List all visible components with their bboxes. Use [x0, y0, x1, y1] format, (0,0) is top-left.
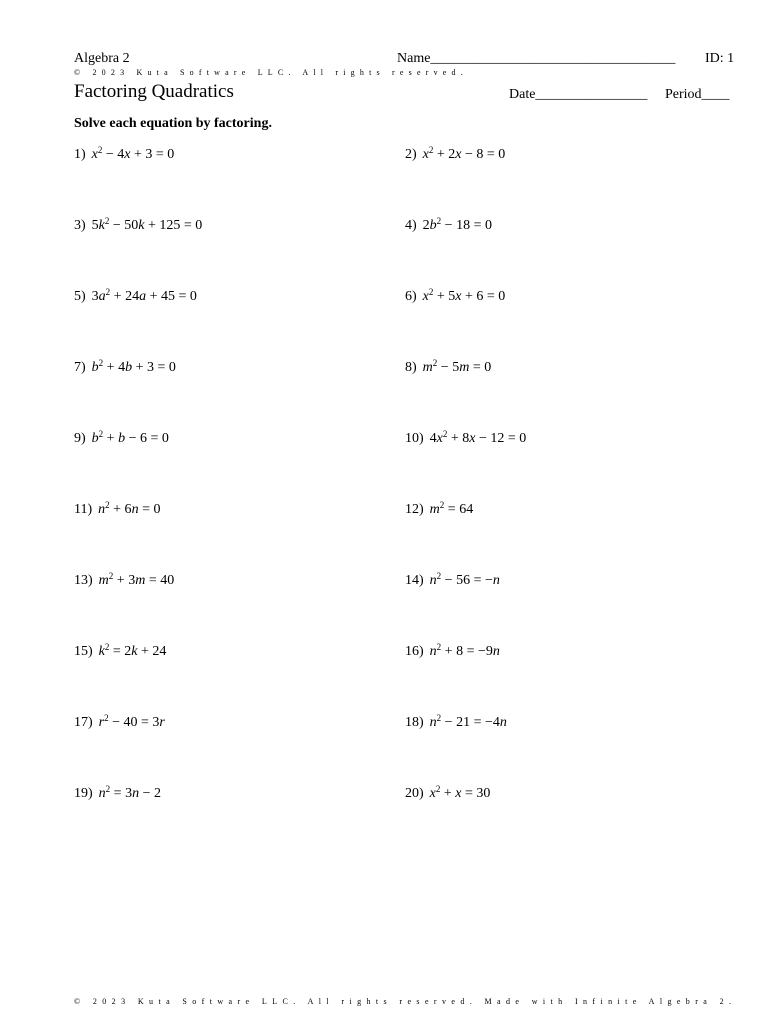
copyright-footer: © 2023 Kuta Software LLC. All rights reserved. Made with Infinite Algebra 2. — [74, 997, 737, 1006]
problem-6 — [405, 289, 505, 305]
problem-equation: $x^2 - 4x + 3 = 0$ — [91, 145, 175, 162]
problem-equation: $x^2 + 5x + 6 = 0$ — [422, 287, 506, 304]
problem-equation: $x^2 + 2x - 8 = 0$ — [422, 145, 506, 162]
problem-17 — [74, 715, 165, 731]
problem-number: 20) — [405, 786, 424, 801]
period-field-label: Period____ — [665, 87, 730, 102]
problem-equation: $m^2 + 3m = 40$ — [98, 571, 175, 588]
problem-number: 1) — [74, 147, 86, 162]
problem-equation: $k^2 = 2k + 24$ — [98, 642, 167, 659]
problem-number: 12) — [405, 502, 424, 517]
problem-equation: $n^2 - 56 = -n$ — [429, 571, 500, 588]
problem-20 — [405, 786, 490, 802]
problem-equation: $b^2 + b - 6 = 0$ — [91, 429, 169, 446]
problem-9 — [74, 431, 169, 447]
problem-number: 6) — [405, 289, 417, 304]
problem-4 — [405, 218, 492, 234]
instructions: Solve each equation by factoring. — [74, 116, 272, 131]
problem-equation: $b^2 + 4b + 3 = 0$ — [91, 358, 176, 375]
problem-number: 10) — [405, 431, 424, 446]
problem-number: 19) — [74, 786, 93, 801]
problem-15 — [74, 644, 166, 660]
problem-2 — [405, 147, 505, 163]
problem-8 — [405, 360, 491, 376]
problem-equation: $n^2 + 6n = 0$ — [98, 500, 161, 517]
problem-equation: $3a^2 + 24a + 45 = 0$ — [91, 287, 197, 304]
problem-11 — [74, 502, 160, 518]
problem-number: 5) — [74, 289, 86, 304]
date-field-label: Date________________ — [509, 87, 648, 102]
course-name: Algebra 2 — [74, 51, 130, 66]
problem-equation: $x^2 + x = 30$ — [429, 784, 491, 801]
problem-equation: $n^2 - 21 = -4n$ — [429, 713, 507, 730]
problem-18 — [405, 715, 507, 731]
problem-equation: $5k^2 - 50k + 125 = 0$ — [91, 216, 203, 233]
problem-number: 13) — [74, 573, 93, 588]
problem-equation: $m^2 - 5m = 0$ — [422, 358, 492, 375]
problem-14 — [405, 573, 500, 589]
problem-number: 14) — [405, 573, 424, 588]
problem-10 — [405, 431, 526, 447]
worksheet-title: Factoring Quadratics — [74, 81, 234, 102]
problem-number: 8) — [405, 360, 417, 375]
problem-19 — [74, 786, 161, 802]
problem-number: 16) — [405, 644, 424, 659]
problem-number: 7) — [74, 360, 86, 375]
problem-equation: $4x^2 + 8x - 12 = 0$ — [429, 429, 527, 446]
problem-number: 3) — [74, 218, 86, 233]
problem-1 — [74, 147, 174, 163]
problem-number: 11) — [74, 502, 93, 517]
problem-equation: $r^2 - 40 = 3r$ — [98, 713, 165, 730]
problem-equation: $n^2 = 3n - 2$ — [98, 784, 161, 801]
problem-number: 17) — [74, 715, 93, 730]
problem-12 — [405, 502, 473, 518]
problem-number: 18) — [405, 715, 424, 730]
name-field-label: Name___________________________________ — [397, 51, 676, 66]
problem-7 — [74, 360, 176, 376]
problem-equation: $m^2 = 64$ — [429, 500, 474, 517]
problem-equation: $n^2 + 8 = -9n$ — [429, 642, 500, 659]
problem-number: 9) — [74, 431, 86, 446]
problem-3 — [74, 218, 202, 234]
problem-16 — [405, 644, 500, 660]
problem-5 — [74, 289, 197, 305]
problem-number: 4) — [405, 218, 417, 233]
problem-number: 2) — [405, 147, 417, 162]
problem-number: 15) — [74, 644, 93, 659]
problem-equation: $2b^2 - 18 = 0$ — [422, 216, 492, 233]
worksheet-id: ID: 1 — [705, 51, 735, 66]
copyright-header: © 2023 Kuta Software LLC. All rights reserved. — [74, 68, 468, 77]
problem-13 — [74, 573, 174, 589]
